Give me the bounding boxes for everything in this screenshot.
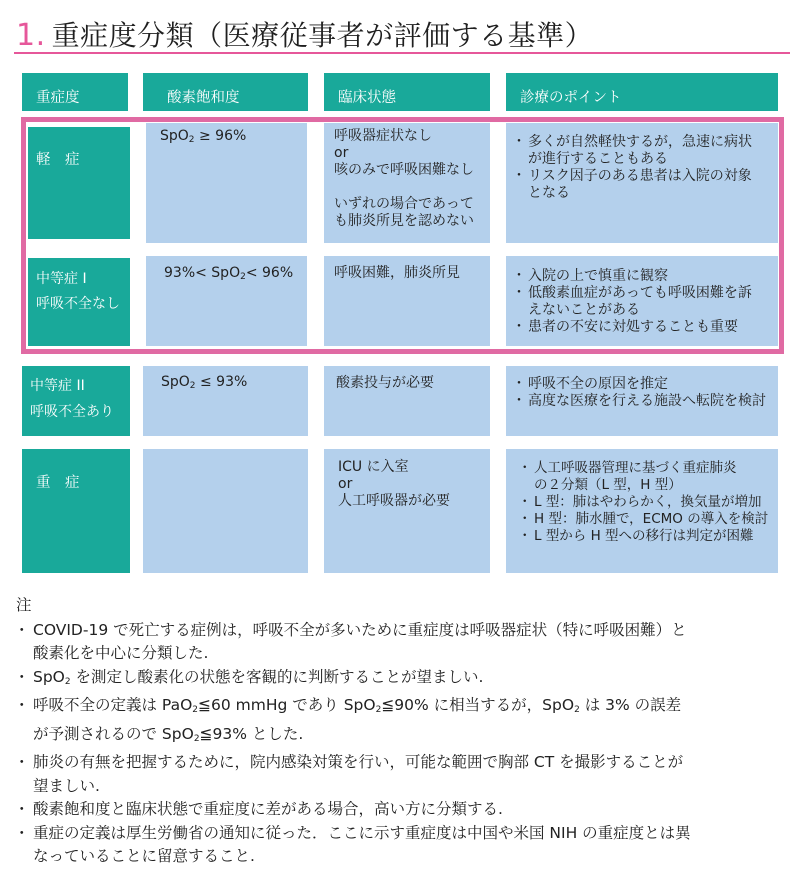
list-item: ・ H 型：肺水腫で，ECMO の導入を検討 [520,511,778,528]
header-severity: 重症度 [22,73,128,111]
note-item: ・ COVID-19 で死亡する症例は，呼吸不全が多いために重症度は呼吸器症状（特に呼吸困難）と 酸素化を中心に分類した. [16,619,786,666]
spo2-mild: SpO$_2$ ≥ 96% [146,123,307,243]
note-item: ・ 肺炎の有無を把握するために，院内感染対策を行い，可能な範囲で胸部 CT を撮影することが 望ましい. [16,751,786,798]
severity-severe: 重 症 [22,449,130,573]
note-item: ・ 呼吸不全の定義は PaO$_2$≦60 mmHg であり SpO$_2$≦90% に相当するが，SpO$_2$ は 3% の誤差 が予測されるので SpO$_2$≦93% とした. [16,694,786,751]
header-points: 診療のポイント [506,73,778,111]
clinical-moderate-2: 酸素投与が必要 [324,366,490,436]
list-item: ・ 多くが自然軽快するが，急速に病状 が進行することもある [514,134,778,168]
points-severe [506,449,778,573]
clinical-moderate-1: 呼吸困難，肺炎所見 [324,256,490,346]
header-spo2: 酸素飽和度 [143,73,308,111]
page-title [16,14,593,54]
spo2-moderate-1: 93%< SpO$_2$< 96% [146,256,307,346]
spo2-moderate-2: SpO$_2$ ≤ 93% [143,366,308,436]
severity-mild: 軽 症 [28,127,130,239]
note-item: ・ 酸素飽和度と臨床状態で重症度に差がある場合，高い方に分類する. [16,798,786,822]
clinical-mild: 呼吸器症状なし or 咳のみで呼吸困難なし いずれの場合であって も肺炎所見を認めない [324,123,490,243]
severity-moderate-1: 中等症 I 呼吸不全なし [28,258,130,346]
list-item: ・ 入院の上で慎重に観察 [514,268,778,285]
spo2-severe [143,449,308,573]
list-item: ・ 低酸素血症があっても呼吸困難を訴 えないことがある [514,285,778,319]
list-item: ・ リスク因子のある患者は入院の対象 となる [514,168,778,202]
list-item: ・ 高度な医療を行える施設へ転院を検討 [514,393,778,410]
note-item: ・ SpO$_2$ を測定し酸素化の状態を客観的に判断することが望ましい. [16,666,786,695]
severity-moderate-2: 中等症 II 呼吸不全あり [22,366,130,436]
title-text: 重症度分類（医療従事者が評価する基準） [51,19,594,52]
note-item: ・ 重症の定義は厚生労働省の通知に従った．ここに示す重症度は中国や米国 NIH の重症度とは異 なっていることに留意すること. [16,822,786,869]
title-number: 1. [16,18,46,53]
notes-section [16,594,786,869]
header-clinical: 臨床状態 [324,73,490,111]
list-item: ・ 患者の不安に対処することも重要 [514,319,778,336]
list-item: ・ L 型から H 型への移行は判定が困難 [520,528,778,545]
highlight-frame [21,117,784,354]
list-item: ・ 人工呼吸器管理に基づく重症肺炎 の２分類（L 型，H 型） [520,460,778,494]
clinical-severe: ICU に入室 or 人工呼吸器が必要 [324,449,490,573]
points-moderate-2 [506,366,778,436]
title-bar [14,8,790,54]
list-item: ・ 呼吸不全の原因を推定 [514,376,778,393]
list-item: ・ L 型：肺はやわらかく，換気量が増加 [520,494,778,511]
notes-heading: 注 [16,596,32,614]
